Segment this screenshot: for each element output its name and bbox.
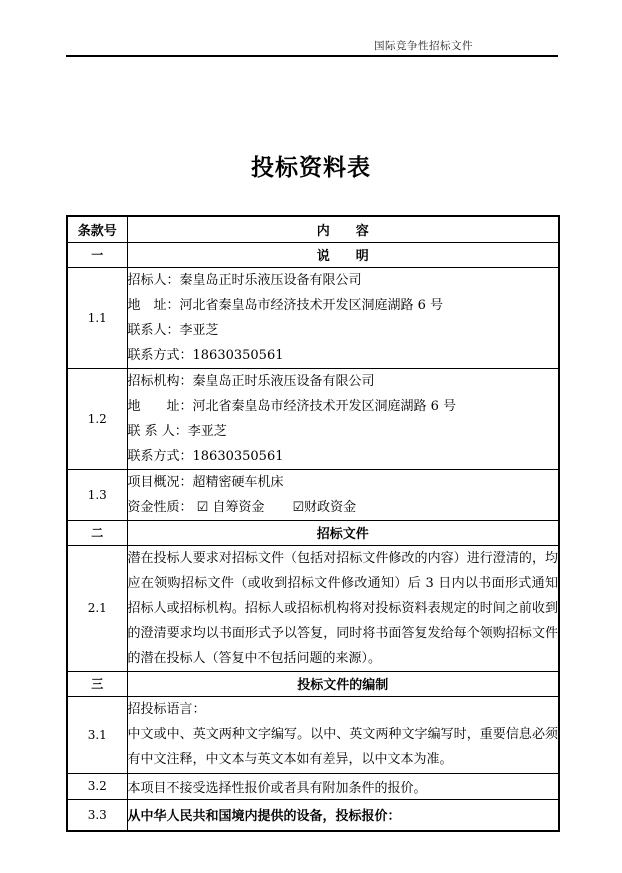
tenderer-name-line: 招标人：秦皇岛正时乐液压设备有限公司 <box>127 272 362 288</box>
clause-column-header: 条款号 <box>67 216 127 242</box>
clause-number: 1.1 <box>67 267 127 368</box>
funding-option-self-raised <box>197 500 265 515</box>
agency-phone-line: 联系方式：18630350561 <box>127 448 284 464</box>
table-row-1-2 <box>67 368 559 469</box>
table-row-section-1 <box>67 242 559 267</box>
table-row-1-3 <box>67 469 559 520</box>
clause-number: 3.2 <box>67 773 127 799</box>
content-cell <box>127 696 559 773</box>
domestic-equipment-price-text: 从中华人民共和国境内提供的设备，投标报价： <box>127 809 401 825</box>
bid-language-paragraph: 中文或中、英文两种文字编写。以中、英文两种文字编写时，重要信息必须有中文注释，中文本与英文本如有差异，以中文本为准。 <box>127 727 558 767</box>
content-column-header: 内 容 <box>127 216 559 242</box>
section-title: 投标文件的编制 <box>127 671 559 696</box>
clause-number: 二 <box>67 520 127 545</box>
table-row-3-2 <box>67 773 559 799</box>
clause-number: 3.1 <box>67 696 127 773</box>
content-cell <box>127 368 559 469</box>
clause-number: 1.2 <box>67 368 127 469</box>
funding-nature-line <box>128 495 559 520</box>
checkbox-checked-icon: ☑ <box>292 499 305 515</box>
content-cell <box>127 469 559 520</box>
table-row-3-1 <box>67 696 559 773</box>
agency-name-line: 招标机构：秦皇岛正时乐液压设备有限公司 <box>127 373 375 389</box>
table-row-section-3 <box>67 671 559 696</box>
tenderer-address-line: 地 址：河北省秦皇岛市经济技术开发区洞庭湖路 6 号 <box>127 297 444 313</box>
section-title: 招标文件 <box>127 520 559 545</box>
funding-option-label: 自筹资金 <box>208 499 265 515</box>
table-row-3-3 <box>67 799 559 831</box>
page-title: 投标资料表 <box>251 154 371 181</box>
clause-number: 3.3 <box>67 799 127 831</box>
table-row-2-1 <box>67 545 559 671</box>
content-cell <box>127 267 559 368</box>
table-header-row <box>67 216 559 242</box>
tenderer-phone-line: 联系方式：18630350561 <box>127 347 284 363</box>
table-row-1-1 <box>67 267 559 368</box>
clause-number: 2.1 <box>67 545 127 671</box>
funding-label: 资金性质： <box>127 499 193 515</box>
clause-number: 1.3 <box>67 469 127 520</box>
no-alternative-offers-text: 本项目不接受选择性报价或者具有附加条件的报价。 <box>127 780 427 796</box>
funding-option-fiscal <box>292 500 356 515</box>
checkbox-checked-icon: ☑ <box>196 499 209 515</box>
agency-contact-line: 联 系 人：李亚芝 <box>127 423 227 439</box>
tenderer-contact-line: 联系人：李亚芝 <box>127 322 219 338</box>
content-cell <box>127 773 559 799</box>
agency-address-line: 地 址：河北省秦皇岛市经济技术开发区洞庭湖路 6 号 <box>127 398 457 414</box>
bid-language-label: 招投标语言： <box>127 702 206 717</box>
content-cell <box>127 799 559 831</box>
table-row-section-2 <box>67 520 559 545</box>
section-title: 说 明 <box>127 242 559 267</box>
content-cell <box>127 545 559 671</box>
clause-number: 三 <box>67 671 127 696</box>
page-header: 国际竞争性招标文件 <box>374 40 473 52</box>
clarification-paragraph: 潜在投标人要求对招标文件（包括对招标文件修改的内容）进行澄清的，均应在领购招标文件（或收到招标文件修改通知）后 3 日内以书面形式通知招标人或招标机构。招标人或招标机构将对投标资料表规定的时间之前收到的澄清要求均以书面形式予以答复，同时将书面答复发给每个领购招标文件的潜在投标人（答复中不包括问题的来源）。 <box>127 550 558 666</box>
header-rule <box>66 55 558 57</box>
funding-option-label: 财政资金 <box>304 499 357 515</box>
project-overview-line: 项目概况：超精密硬车机床 <box>127 474 284 490</box>
clause-number: 一 <box>67 242 127 267</box>
bid-data-table <box>66 215 560 832</box>
